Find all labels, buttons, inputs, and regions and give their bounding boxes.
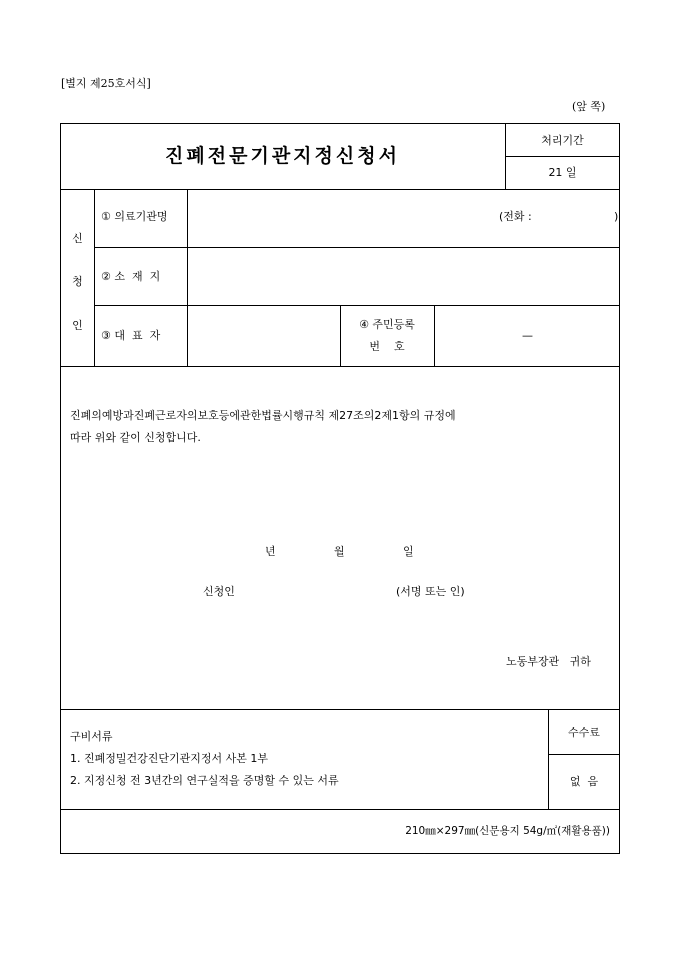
form-title: 진폐전문기관지정신청서 (165, 145, 400, 167)
divider (60, 366, 620, 367)
processing-period-value: 21 일 (548, 166, 577, 179)
applicant-signature-label: 신청인 (203, 585, 235, 598)
divider (94, 189, 95, 366)
applicant-signature-field[interactable] (245, 580, 385, 602)
statement-line-1: 진폐의예방과진폐근로자의보호등에관한법률시행규칙 제27조의2제1항의 규정에 (70, 409, 456, 422)
date-day-label: 일 (403, 545, 414, 558)
fee-label: 수수료 (568, 726, 600, 739)
divider (548, 754, 620, 755)
phone-label: (전화 : (499, 210, 532, 223)
resident-number-label: ④ 주민등록 (359, 318, 415, 331)
divider (60, 709, 620, 710)
location-field[interactable] (188, 248, 619, 304)
applicant-side-label-3: 인 (72, 319, 83, 332)
document-item-2: 2. 지정신청 전 3년간의 연구실적을 증명할 수 있는 서류 (70, 774, 339, 787)
signature-hint: (서명 또는 인) (396, 585, 465, 598)
page-side-label: (앞 쪽) (572, 100, 606, 113)
statement-line-2: 따라 위와 같이 신청합니다. (70, 431, 201, 444)
representative-field[interactable] (188, 306, 339, 365)
divider (505, 156, 620, 157)
divider (340, 305, 341, 366)
divider (548, 709, 549, 809)
document-item-1: 1. 진폐정밀건강진단기관지정서 사본 1부 (70, 752, 268, 765)
resident-number-field[interactable]: — (522, 329, 533, 342)
applicant-side-label-2: 청 (72, 275, 83, 288)
divider (60, 809, 620, 810)
phone-field[interactable] (560, 206, 612, 226)
representative-label: ③ 대 표 자 (101, 329, 161, 342)
resident-number-label-2: 번 호 (369, 340, 405, 353)
form-number-label: [별지 제25호서식] (61, 77, 151, 90)
location-label: ② 소 재 지 (101, 270, 161, 283)
processing-period-label: 처리기간 (541, 134, 584, 147)
documents-title: 구비서류 (70, 730, 113, 743)
institution-name-label: ① 의료기관명 (101, 210, 168, 223)
fee-value: 없 음 (569, 775, 599, 788)
recipient-label: 노동부장관 귀하 (506, 655, 591, 668)
applicant-side-label-1: 신 (72, 232, 83, 245)
divider (94, 305, 620, 306)
paper-spec: 210㎜×297㎜(신문용지 54g/㎡(재활용품)) (405, 825, 610, 837)
date-month-label: 월 (334, 545, 345, 558)
institution-name-field[interactable] (188, 190, 488, 246)
phone-close: ) (614, 210, 619, 223)
date-year-label: 년 (265, 545, 276, 558)
